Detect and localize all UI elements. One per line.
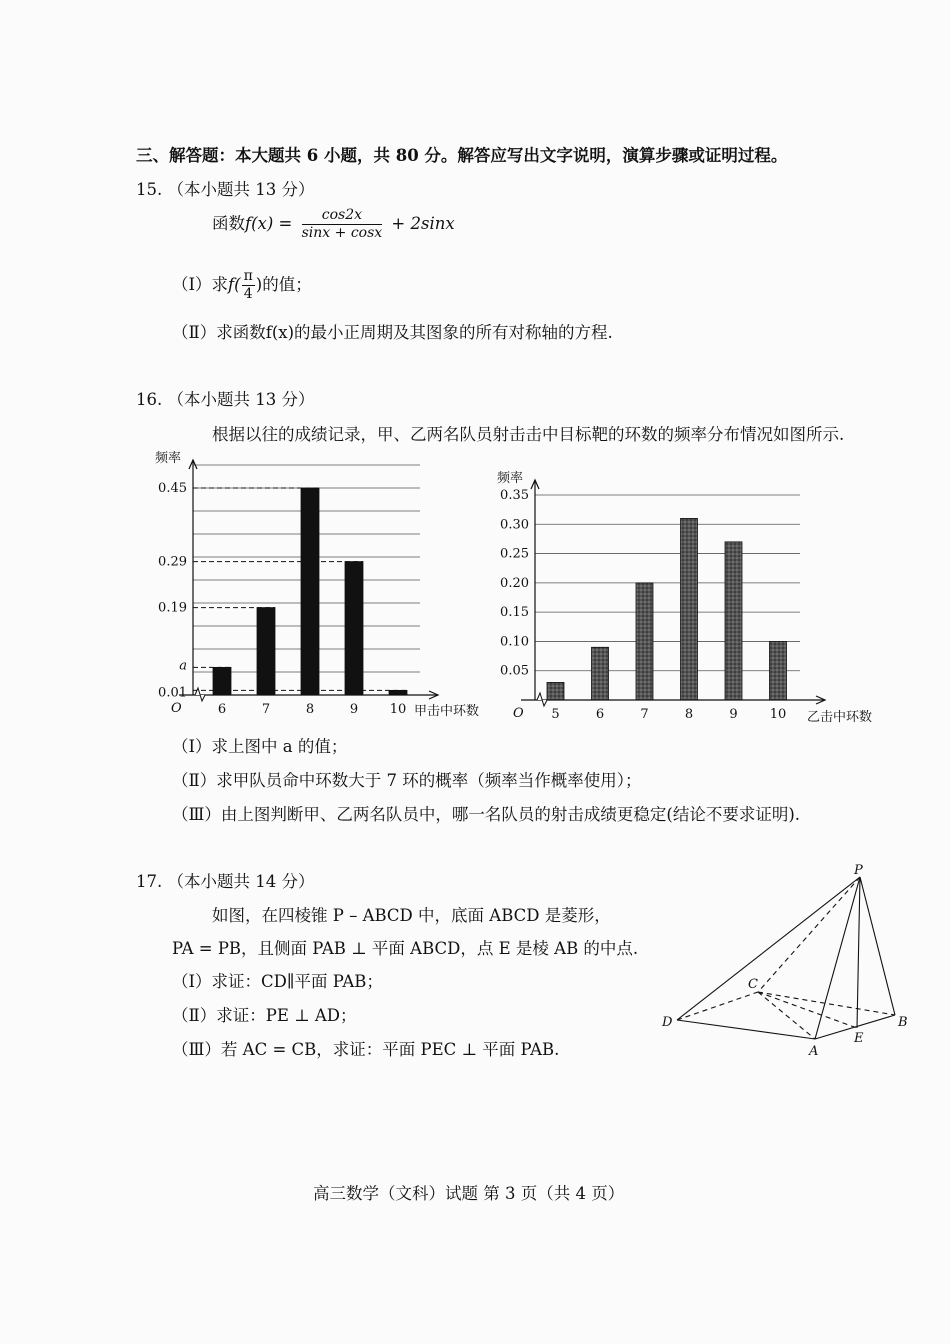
q15-part1-pre: 求: [211, 275, 229, 294]
q17-part3: [172, 1036, 559, 1060]
label-a: A: [809, 1044, 819, 1059]
q17-part1-text: 求证：CD∥平面 PAB；: [211, 972, 383, 991]
bar-6: [213, 667, 231, 695]
origin-label: O: [513, 706, 524, 721]
q17-line2: PA = PB，且侧面 PAB ⊥ 平面 ABCD，点 E 是棱 AB 的中点.: [172, 939, 639, 958]
q16-part3: [172, 801, 800, 825]
q15-part1-label: （Ⅰ）: [172, 275, 212, 294]
q17-part2-text: 求证：PE ⊥ AD；: [216, 1006, 357, 1025]
y-tick-label: 0.35: [500, 488, 529, 503]
y-tick-label: 0.01: [158, 685, 187, 701]
origin-label: O: [171, 701, 182, 716]
x-tick-label: 8: [684, 707, 694, 722]
q15-part1-num: π: [243, 268, 253, 284]
x-tick-label: 9: [349, 702, 359, 717]
bar-9: [345, 562, 363, 695]
q15-number: 15.: [136, 180, 163, 199]
q17-header: [136, 868, 315, 892]
bar-8: [301, 488, 319, 695]
section-heading: 三、解答题：本大题共 6 小题，共 80 分。解答应写出文字说明，演算步骤或证明过程。: [136, 146, 788, 165]
q15-points: （本小题共 13 分）: [167, 180, 315, 199]
q16-points: （本小题共 13 分）: [167, 390, 315, 409]
y-tick-label: 0.20: [500, 575, 529, 591]
y-tick-label: 0.19: [158, 600, 187, 616]
bar-8: [681, 518, 698, 700]
chart-yi: [490, 455, 900, 730]
label-d: D: [662, 1015, 673, 1030]
label-e: E: [854, 1031, 864, 1046]
bar-5: [547, 682, 564, 700]
q15-fraction: [302, 207, 383, 242]
q15-part1-post: )的值；: [255, 275, 312, 294]
x-tick-label: 10: [769, 707, 787, 722]
q15-func-suffix: + 2sinx: [391, 214, 455, 233]
q16-intro: 根据以往的成绩记录，甲、乙两名队员射击击中目标靶的环数的频率分布情况如图所示.: [212, 425, 845, 444]
q16-part2-label: （Ⅱ）: [172, 771, 217, 790]
x-tick-label: 6: [217, 702, 227, 717]
q16-number: 16.: [136, 390, 163, 409]
y-tick-label: a: [179, 658, 187, 674]
q17-line1: 如图，在四棱锥 P – ABCD 中，底面 ABCD 是菱形，: [212, 906, 611, 925]
q15-header: [136, 176, 315, 200]
q16-part2: [172, 767, 641, 791]
q16-part1-text: 求上图中 a 的值；: [211, 737, 348, 756]
q17-points: （本小题共 14 分）: [167, 872, 315, 891]
y-tick-label: 0.05: [500, 663, 529, 679]
q16-part1-label: （Ⅰ）: [172, 737, 212, 756]
q17-number: 17.: [136, 872, 163, 891]
edge-cb: [758, 992, 895, 1015]
q16-part2-text: 求甲队员命中环数大于 7 环的概率（频率当作概率使用）；: [216, 771, 642, 790]
bar-6: [592, 647, 609, 700]
y-tick-label: 0.10: [500, 634, 529, 650]
y-axis-label: 频率: [497, 471, 524, 486]
edge-pc: [758, 877, 860, 992]
x-tick-label: 8: [305, 702, 315, 717]
q16-part3-label: （Ⅲ）: [172, 805, 221, 824]
q15-part1: [172, 268, 312, 303]
label-p: P: [854, 863, 863, 878]
q16-header: [136, 386, 315, 410]
chart-jia: [148, 450, 500, 730]
q17-part2-label: （Ⅱ）: [172, 1006, 217, 1025]
edge-pb: [860, 877, 895, 1015]
q15-part2-label: （Ⅱ）: [172, 323, 217, 342]
edge-dc: [677, 992, 758, 1020]
page-footer: 高三数学（文科）试题 第 3 页（共 4 页）: [313, 1184, 625, 1203]
label-b: B: [898, 1015, 908, 1030]
y-tick-label: 0.25: [500, 546, 529, 562]
edge-pe: [857, 877, 860, 1028]
y-tick-label: 0.30: [500, 517, 529, 533]
q17-part1: [172, 968, 383, 992]
bar-9: [725, 542, 742, 700]
q15-function: [212, 207, 455, 242]
q17-part2: [172, 1002, 357, 1026]
q15-part1-f: f(: [228, 275, 241, 294]
y-axis-label: 频率: [155, 451, 182, 466]
y-tick-label: 0.15: [500, 605, 529, 621]
x-tick-label: 9: [729, 707, 738, 722]
bar-10: [389, 690, 407, 695]
q15-func-name: f(x) =: [245, 214, 293, 233]
q15-part1-den: 4: [243, 286, 253, 302]
pyramid-figure: [655, 862, 920, 1067]
q17-part1-label: （Ⅰ）: [172, 972, 212, 991]
x-axis-label: 乙击中环数: [807, 710, 873, 725]
q15-part1-fraction: [242, 268, 255, 303]
x-tick-label: 7: [640, 707, 649, 722]
label-c: C: [748, 977, 758, 992]
y-tick-label: 0.45: [158, 481, 187, 496]
bar-7: [257, 608, 275, 695]
q15-numerator: cos2x: [302, 207, 383, 225]
q15-denominator: sinx + cosx: [301, 225, 383, 241]
x-tick-label: 10: [389, 702, 407, 717]
edge-ce: [758, 992, 857, 1028]
bar-7: [636, 583, 653, 700]
x-tick-label: 7: [261, 702, 271, 717]
x-axis-label: 甲击中环数: [414, 704, 480, 719]
y-tick-label: 0.29: [158, 554, 187, 570]
edge-pd: [677, 877, 860, 1020]
q17-part3-label: （Ⅲ）: [172, 1040, 221, 1059]
edge-da: [677, 1020, 815, 1039]
q16-part3-text: 由上图判断甲、乙两名队员中，哪一名队员的射击成绩更稳定(结论不要求证明).: [220, 805, 801, 824]
q15-part2: [172, 319, 613, 343]
bar-10: [770, 641, 787, 700]
q15-part2-text: 求函数f(x)的最小正周期及其图象的所有对称轴的方程.: [216, 323, 613, 342]
x-tick-label: 6: [595, 707, 605, 722]
q15-func-prefix: 函数: [212, 214, 245, 233]
x-tick-label: 5: [551, 707, 560, 722]
q17-part3-text: 若 AC = CB，求证：平面 PEC ⊥ 平面 PAB.: [220, 1040, 560, 1059]
q16-part1: [172, 733, 347, 757]
